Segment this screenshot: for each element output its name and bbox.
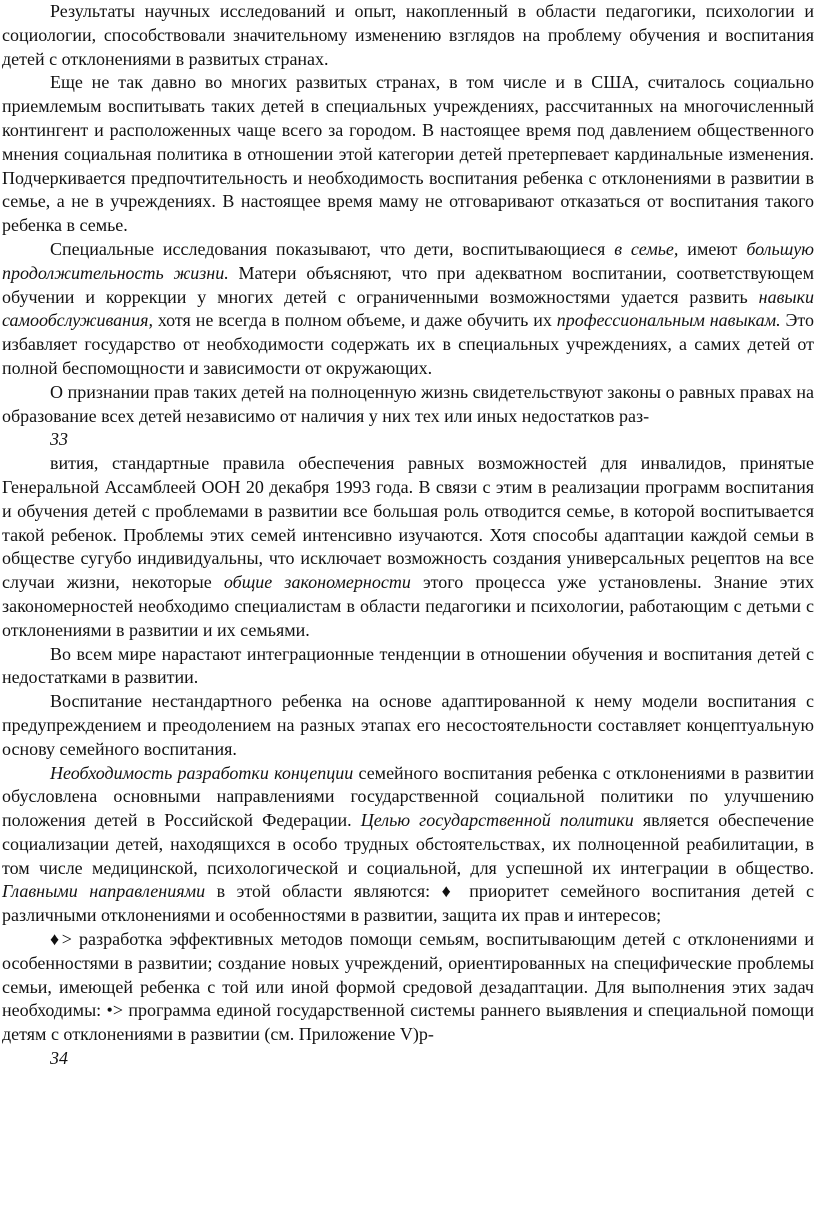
paragraph (2, 762, 814, 929)
text-span: Еще не так давно во многих развитых странах, в том числе и в США, считалось социально приемлемым воспитывать таких детей в специальных учреждениях, рассчитанных на многочисленный контингент и расположенных чаще всего за городом. В настоящее время под давлением общественного мнения социальная политика в отношении этой категории детей претерпевает кардинальные изменения. Подчеркивается предпочтительность и необходимость воспитания ребенка с отклонениями в развитии в семье, а не в учреждениях. В настоящее время маму не отговаривают отказаться от воспитания такого ребенка в семье. (2, 72, 814, 236)
emphasized-text: Необходимость разработки концепции (50, 762, 354, 783)
text-span: этого процесса уже установлены. Знание этих закономерностей необходимо специалистам в области педагогики и психологии, работающим с детьми с отклонениями в развитии и их семьями. (2, 572, 814, 640)
text-span: Это избавляет государство от необходимости содержать их в специальных учреждениях, а самих детей от полной беспомощности и зависимости от окружающих. (2, 310, 814, 378)
text-span: является обеспечение социализации детей, находящихся в особо трудных обстоятельствах, их полноценной реабилитации, в том числе медицинской, психологической и социальной, для успешной их интеграции в общество. (2, 810, 815, 878)
text-span: Специальные исследования показывают, что дети, воспитывающиеся (50, 238, 615, 259)
paragraph (2, 452, 814, 642)
text-span: Воспитание нестандартного ребенка на основе адаптированной к нему модели воспитания с предупреждением и преодолением на разных этапах его несостоятельности составляет концептуальную основу семейного воспитания. (2, 691, 814, 759)
text-span: ♦> разработка эффективных методов помощи семьям, воспитывающим детей с отклонениями и особенностями в развитии; создание новых учреждений, ориентированных на специфические проблемы семьи, имеющей ребенка с той или иной формой средовой дезадаптации. Для выполнения этих задач необходимы: •> программа единой государственной системы раннего выявления и специальной помощи детям с отклонениями в развитии (см. Приложение V)р- (2, 929, 814, 1045)
emphasized-text: Главными направлениями (2, 881, 206, 902)
text-span: хотя не всегда в полном объеме, и даже обучить их (152, 310, 557, 331)
text-span: 33 (50, 429, 68, 450)
emphasized-text: общие закономерности (223, 572, 411, 593)
paragraph (2, 381, 814, 429)
text-span: имеют (678, 238, 747, 259)
emphasized-text: Целью государственной политики (360, 810, 634, 831)
paragraph (2, 238, 814, 381)
emphasized-text: профессиональным навыкам. (556, 310, 781, 331)
emphasized-text: навыки самообслуживания, (2, 286, 814, 331)
text-span: О признании прав таких детей на полноценную жизнь свидетельствуют законы о равных правах на образование всех детей независимо от наличия у них тех или иных недостатков раз- (2, 381, 814, 426)
paragraph (2, 71, 814, 238)
text-span: 34 (50, 1048, 68, 1069)
emphasized-text: в семье, (614, 238, 679, 259)
paragraph (2, 928, 814, 1047)
paragraph (2, 690, 814, 761)
text-span: семейного воспитания ребенка с отклонениями в развитии обусловлена основными направлениями государственной социальной политики по улучшению положения детей в Российской Федерации. (2, 762, 815, 831)
text-span: Результаты научных исследований и опыт, накопленный в области педагогики, психологии и социологии, способствовали значительному изменению взглядов на проблему обучения и воспитания детей с отклонениями в развитых странах. (2, 1, 814, 69)
text-span: в этой области являются: ♦ приоритет семейного воспитания детей с различными отклонениями и особенностями в развитии, защита их прав и интересов; (2, 881, 814, 926)
emphasized-text: большую продолжительность жизни. (2, 238, 814, 283)
page-number (50, 1047, 814, 1071)
paragraph (2, 643, 814, 691)
text-span: вития, стандартные правила обеспечения равных возможностей для инвалидов, принятые Генеральной Ассамблеей ООН 20 декабря 1993 года. В связи с этим в реализации программ воспитания и обучения детей с проблемами в развитии все большая роль отводится семье, в которой воспитывается такой ребенок. Проблемы этих семей интенсивно изучаются. Хотя способы адаптации каждой семьи в обществе сугубо индивидуальны, что исключает возможность создания универсальных рецептов на все случаи жизни, некоторые (2, 453, 814, 593)
page-number (50, 428, 814, 452)
paragraph (2, 0, 814, 71)
text-span: Матери объясняют, что при адекватном воспитании, соответствующем обучении и коррекции у многих детей с ограниченными возможностями удается развить (2, 262, 814, 307)
text-span: Во всем мире нарастают интеграционные тенденции в отношении обучения и воспитания детей с недостатками в развитии. (2, 643, 814, 688)
